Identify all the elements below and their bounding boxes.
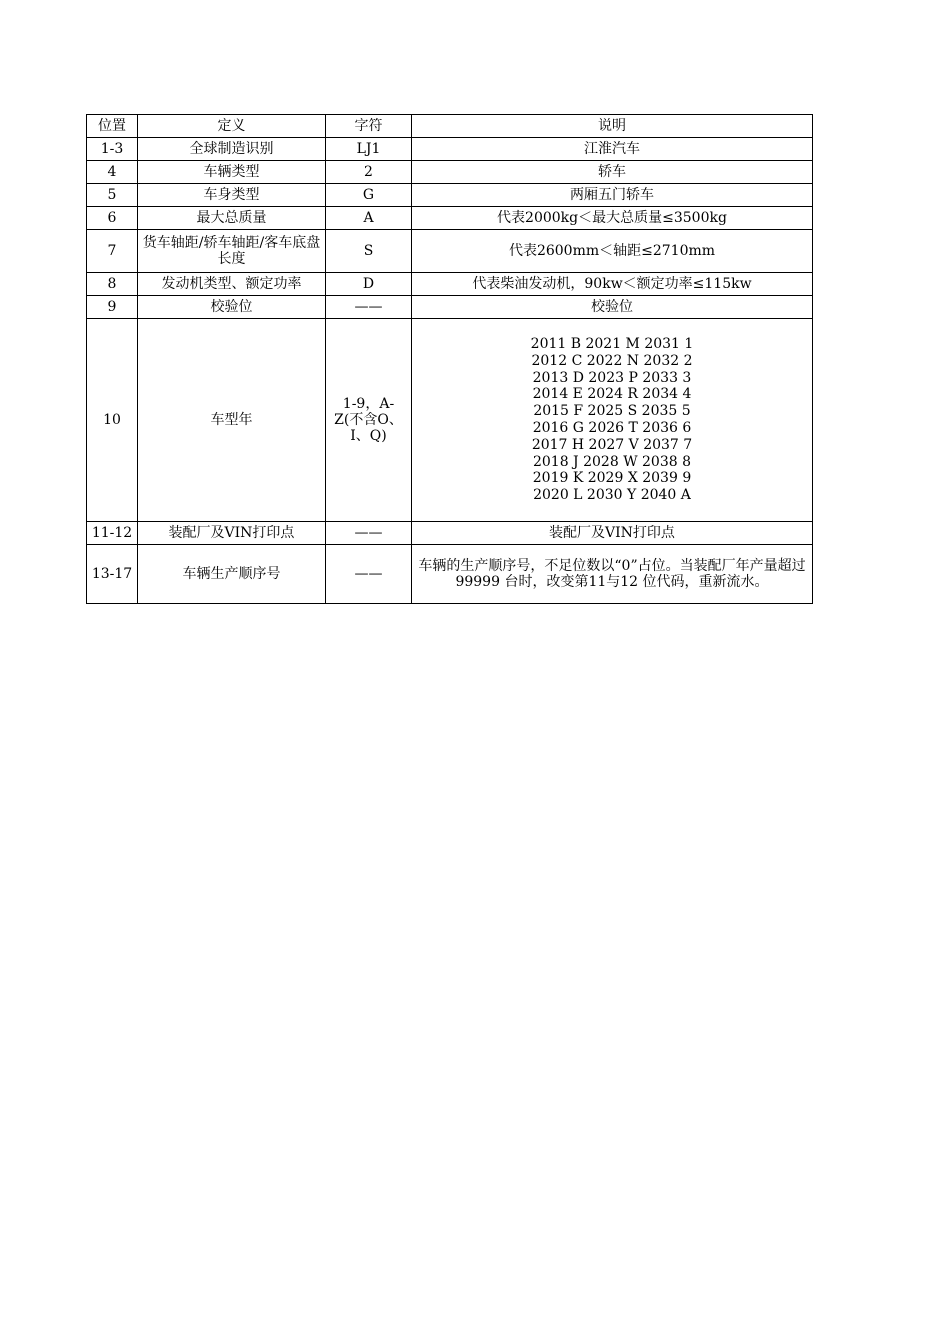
cell-description: 代表2000kg＜最大总质量≤3500kg <box>412 207 813 230</box>
table-row <box>87 522 813 545</box>
cell-position: 7 <box>87 230 138 273</box>
cell-definition: 最大总质量 <box>138 207 326 230</box>
year-code-line: 2017 H 2027 V 2037 7 <box>531 436 693 453</box>
table-row <box>87 207 813 230</box>
cell-description: 车辆的生产顺序号，不足位数以“0”占位。当装配厂年产量超过99999 台时，改变第11与12 位代码，重新流水。 <box>412 545 813 604</box>
header-definition: 定义 <box>138 115 326 138</box>
year-code-line: 2014 E 2024 R 2034 4 <box>532 386 692 403</box>
cell-character: —— <box>326 296 412 319</box>
cell-definition: 货车轴距/轿车轴距/客车底盘长度 <box>138 230 326 273</box>
cell-position: 8 <box>87 273 138 296</box>
cell-character: LJ1 <box>326 138 412 161</box>
cell-character: S <box>326 230 412 273</box>
cell-definition: 车型年 <box>138 319 326 522</box>
table-row <box>87 230 813 273</box>
cell-definition: 车辆生产顺序号 <box>138 545 326 604</box>
cell-description: 装配厂及VIN打印点 <box>412 522 813 545</box>
cell-description: 代表2600mm＜轴距≤2710mm <box>412 230 813 273</box>
cell-description: 校验位 <box>412 296 813 319</box>
cell-definition: 车身类型 <box>138 184 326 207</box>
cell-character: 2 <box>326 161 412 184</box>
cell-definition: 校验位 <box>138 296 326 319</box>
cell-position: 6 <box>87 207 138 230</box>
cell-position: 5 <box>87 184 138 207</box>
cell-description: 江淮汽车 <box>412 138 813 161</box>
cell-character: D <box>326 273 412 296</box>
cell-position: 1-3 <box>87 138 138 161</box>
table-row <box>87 138 813 161</box>
cell-description: 轿车 <box>412 161 813 184</box>
year-code-line: 2011 B 2021 M 2031 1 <box>530 336 694 353</box>
table-row <box>87 161 813 184</box>
cell-description: 两厢五门轿车 <box>412 184 813 207</box>
table-row <box>87 184 813 207</box>
cell-position: 13-17 <box>87 545 138 604</box>
year-code-line: 2013 D 2023 P 2033 3 <box>532 369 692 386</box>
cell-position: 9 <box>87 296 138 319</box>
table-row <box>87 296 813 319</box>
cell-character: —— <box>326 545 412 604</box>
cell-character: A <box>326 207 412 230</box>
cell-definition: 发动机类型、额定功率 <box>138 273 326 296</box>
header-position: 位置 <box>87 115 138 138</box>
year-code-line: 2015 F 2025 S 2035 5 <box>533 403 691 420</box>
vin-code-table <box>86 114 813 604</box>
cell-position: 11-12 <box>87 522 138 545</box>
cell-definition: 车辆类型 <box>138 161 326 184</box>
cell-position: 10 <box>87 319 138 522</box>
cell-character: G <box>326 184 412 207</box>
table-row-model-year <box>87 319 813 522</box>
header-description: 说明 <box>412 115 813 138</box>
cell-definition: 全球制造识别 <box>138 138 326 161</box>
cell-description-year-codes <box>412 319 813 522</box>
cell-character: 1-9，A-Z(不含O、I、Q) <box>326 319 412 522</box>
cell-position: 4 <box>87 161 138 184</box>
year-code-line: 2019 K 2029 X 2039 9 <box>532 470 692 487</box>
year-code-line: 2016 G 2026 T 2036 6 <box>532 420 692 436</box>
table-row <box>87 273 813 296</box>
cell-definition: 装配厂及VIN打印点 <box>138 522 326 545</box>
table-row <box>87 545 813 604</box>
header-character: 字符 <box>326 115 412 138</box>
cell-description: 代表柴油发动机，90kw＜额定功率≤115kw <box>412 273 813 296</box>
year-code-line: 2020 L 2030 Y 2040 A <box>533 487 691 504</box>
year-code-line: 2012 C 2022 N 2032 2 <box>531 352 693 369</box>
year-code-line: 2018 J 2028 W 2038 8 <box>532 453 692 470</box>
table-header-row <box>87 115 813 138</box>
cell-character: —— <box>326 522 412 545</box>
